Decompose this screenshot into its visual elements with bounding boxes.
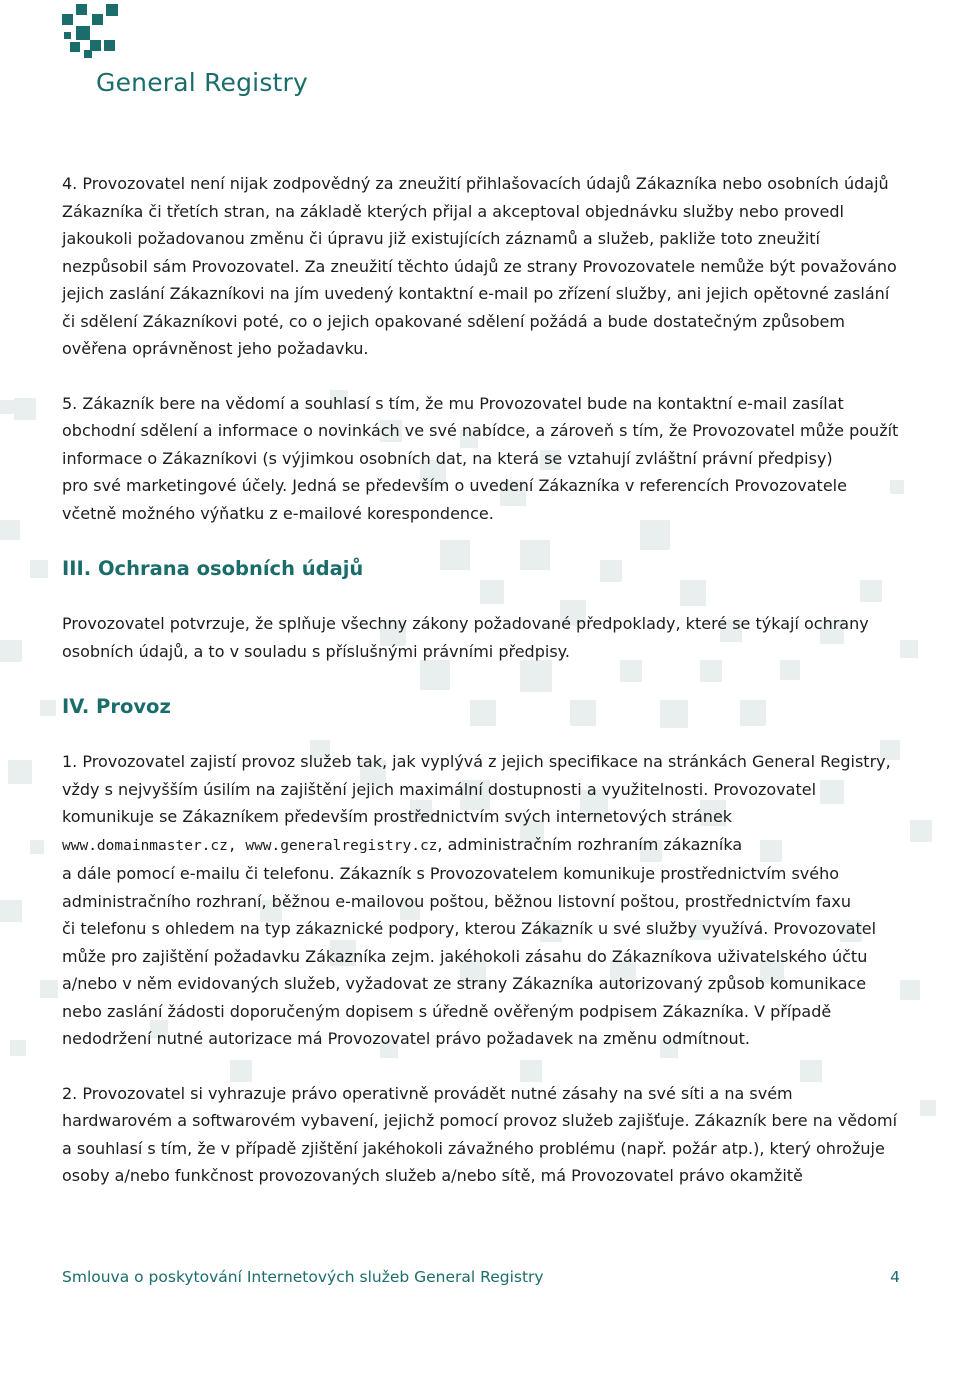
logo-wordmark: General Registry: [96, 68, 309, 97]
text-line: jakoukoli požadovanou změnu či úpravu již existujících záznamů a služeb, pakliže toto zneužití: [62, 229, 820, 248]
text-line: či telefonu s ohledem na typ zákaznické podpory, kterou Zákazník u své služby využívá. Provozovatel: [62, 919, 877, 938]
text-line: ověřena oprávněnost jeho požadavku.: [62, 339, 369, 358]
company-logo: [60, 2, 320, 102]
text-line: pro své marketingové účely. Jedná se především o uvedení Zákazníka v referencích Provozovatele: [62, 476, 847, 495]
paragraph-iv-2: [62, 1080, 902, 1190]
text-line: komunikuje se Zákazníkem především prostřednictvím svých internetových stránek: [62, 807, 733, 826]
section-heading-iv: IV. Provoz: [62, 695, 171, 718]
document-body: [62, 170, 902, 1217]
text-line: a souhlasí s tím, že v případě zjištění jakéhokoli závažného problému (např. požár atp.), který ohrožuje: [62, 1138, 885, 1158]
logo-mark-icon: [60, 2, 130, 62]
text-line: nebo zaslání žádosti doporučeným dopisem s úředně ověřeným podpisem Zákazníka. V případě: [62, 1001, 832, 1021]
text-line: 5. Zákazník bere na vědomí a souhlasí s tím, že mu Provozovatel bude na kontaktní e-mail zasílat: [62, 393, 844, 413]
text-line: a/nebo v něm evidovaných služeb, vyžadovat ze strany Zákazníka autorizovaný způsob komunikace: [62, 974, 867, 993]
url-domainmaster: www.domainmaster.cz: [62, 837, 228, 854]
text-after-urls: , administračním rozhraním zákazníka: [437, 834, 743, 854]
text-line: včetně možného výňatku z e-mailové korespondence.: [62, 503, 494, 523]
url-separator: ,: [227, 837, 246, 854]
text-line: osobních údajů, a to v souladu s příslušnými právními předpisy.: [62, 641, 570, 661]
paragraph-4: [62, 170, 902, 363]
url-generalregistry: www.generalregistry.cz: [245, 837, 438, 854]
page-footer: [62, 1268, 900, 1286]
text-line-with-urls: [62, 831, 902, 861]
footer-document-title: Smlouva o poskytování Internetových služeb General Registry: [62, 1268, 544, 1286]
paragraph-section-iii: [62, 610, 902, 665]
text-line: jejich zaslání Zákazníkovi na jím uvedený kontaktní e-mail po zřízení služby, ani jejich opětovné zaslání: [62, 284, 890, 303]
text-line: administračního rozhraní, běžnou e-mailovou poštou, běžnou listovní poštou, prostřednictvím faxu: [62, 891, 851, 911]
text-line: Provozovatel potvrzuje, že splňuje všechny zákony požadované předpoklady, které se týkají ochrany: [62, 614, 869, 633]
section-heading-iii: III. Ochrana osobních údajů: [62, 557, 364, 580]
text-line: informace o Zákazníkovi (s výjimkou osobních dat, na která se vztahují zvláštní právní předpisy): [62, 448, 833, 468]
page-number: 4: [890, 1268, 900, 1286]
paragraph-5: [62, 390, 902, 528]
text-line: či sdělení Zákazníkovi poté, co o jejich opakované sdělení požádá a bude dostatečným způsobem: [62, 311, 845, 331]
text-line: osoby a/nebo funkčnost provozovaných služeb a/nebo sítě, má Provozovatel právo okamžitě: [62, 1166, 803, 1185]
text-line: 4. Provozovatel není nijak zodpovědný za zneužití přihlašovacích údajů Zákazníka nebo osobních údajů: [62, 174, 889, 193]
text-line: obchodní sdělení a informace o novinkách ve své nabídce, a zároveň s tím, že Provozovatel může použít: [62, 421, 899, 440]
text-line: hardwarovém a softwarovém vybavení, jejichž pomocí provoz služeb zajišťuje. Zákazník bere na vědomí: [62, 1111, 898, 1130]
text-line: vždy s nejvyšším úsilím na zajištění jejich maximální dostupnosti a využitelnosti. Provozovatel: [62, 779, 817, 799]
text-line: a dále pomocí e-mailu či telefonu. Zákazník s Provozovatelem komunikuje prostřednictvím svého: [62, 864, 840, 883]
text-line: nezpůsobil sám Provozovatel. Za zneužití těchto údajů ze strany Provozovatele nemůže být považováno: [62, 256, 897, 276]
text-line: může pro zajištění požadavku Zákazníka zejm. jakéhokoli zásahu do Zákazníkova uživatelského účtu: [62, 946, 868, 966]
text-line: 1. Provozovatel zajistí provoz služeb tak, jak vyplývá z jejich specifikace na stránkách General Registry,: [62, 752, 891, 771]
text-line: nedodržení nutné autorizace má Provozovatel právo požadavek na změnu odmítnout.: [62, 1029, 750, 1048]
text-line: Zákazníka či třetích stran, na základě kterých přijal a akceptoval objednávku služby nebo provedl: [62, 201, 844, 221]
paragraph-iv-1: [62, 748, 902, 1053]
text-line: 2. Provozovatel si vyhrazuje právo operativně provádět nutné zásahy na své síti a na svém: [62, 1083, 793, 1103]
